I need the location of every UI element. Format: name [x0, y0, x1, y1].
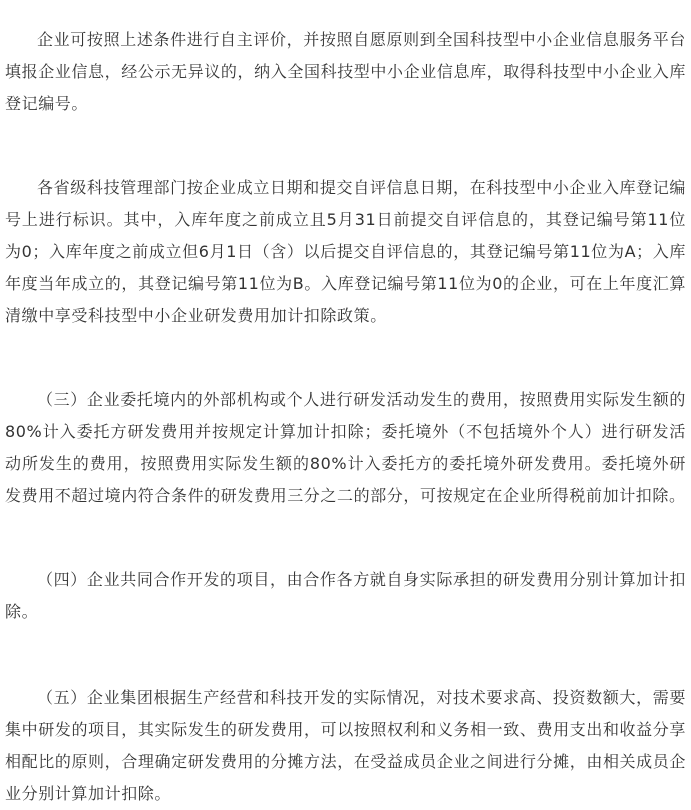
paragraph-entrusted-rd: （三）企业委托境内的外部机构或个人进行研发活动发生的费用，按照费用实际发生额的80%计入委托方研发费用并按规定计算加计扣除；委托境外（不包括境外个人）进行研发活动所发生的费用，按照费用实际发生额的80%计入委托方的委托境外研发费用。委托境外研发费用不超过境内符合条件的研发费用三分之二的部分，可按规定在企业所得税前加计扣除。: [5, 390, 686, 505]
paragraph-joint-development: （四）企业共同合作开发的项目，由合作各方就自身实际承担的研发费用分别计算加计扣除。: [5, 570, 686, 621]
paragraph-self-evaluation: 企业可按照上述条件进行自主评价，并按照自愿原则到全国科技型中小企业信息服务平台填报企业信息，经公示无异议的，纳入全国科技型中小企业信息库，取得科技型中小企业入库登记编号。: [5, 30, 686, 113]
paragraph-registration-number: 各省级科技管理部门按企业成立日期和提交自评信息日期，在科技型中小企业入库登记编号上进行标识。其中，入库年度之前成立且5月31日前提交自评信息的，其登记编号第11位为0；入库年度之前成立但6月1日（含）以后提交自评信息的，其登记编号第11位为A；入库年度当年成立的，其登记编号第11位为B。入库登记编号第11位为0的企业，可在上年度汇算清缴中享受科技型中小企业研发费用加计扣除政策。: [5, 178, 686, 325]
paragraph-group-rd-allocation: （五）企业集团根据生产经营和科技开发的实际情况，对技术要求高、投资数额大，需要集中研发的项目，其实际发生的研发费用，可以按照权利和义务相一致、费用支出和收益分享相配比的原则，合理确定研发费用的分摊方法，在受益成员企业之间进行分摊，由相关成员企业分别计算加计扣除。: [5, 688, 686, 803]
